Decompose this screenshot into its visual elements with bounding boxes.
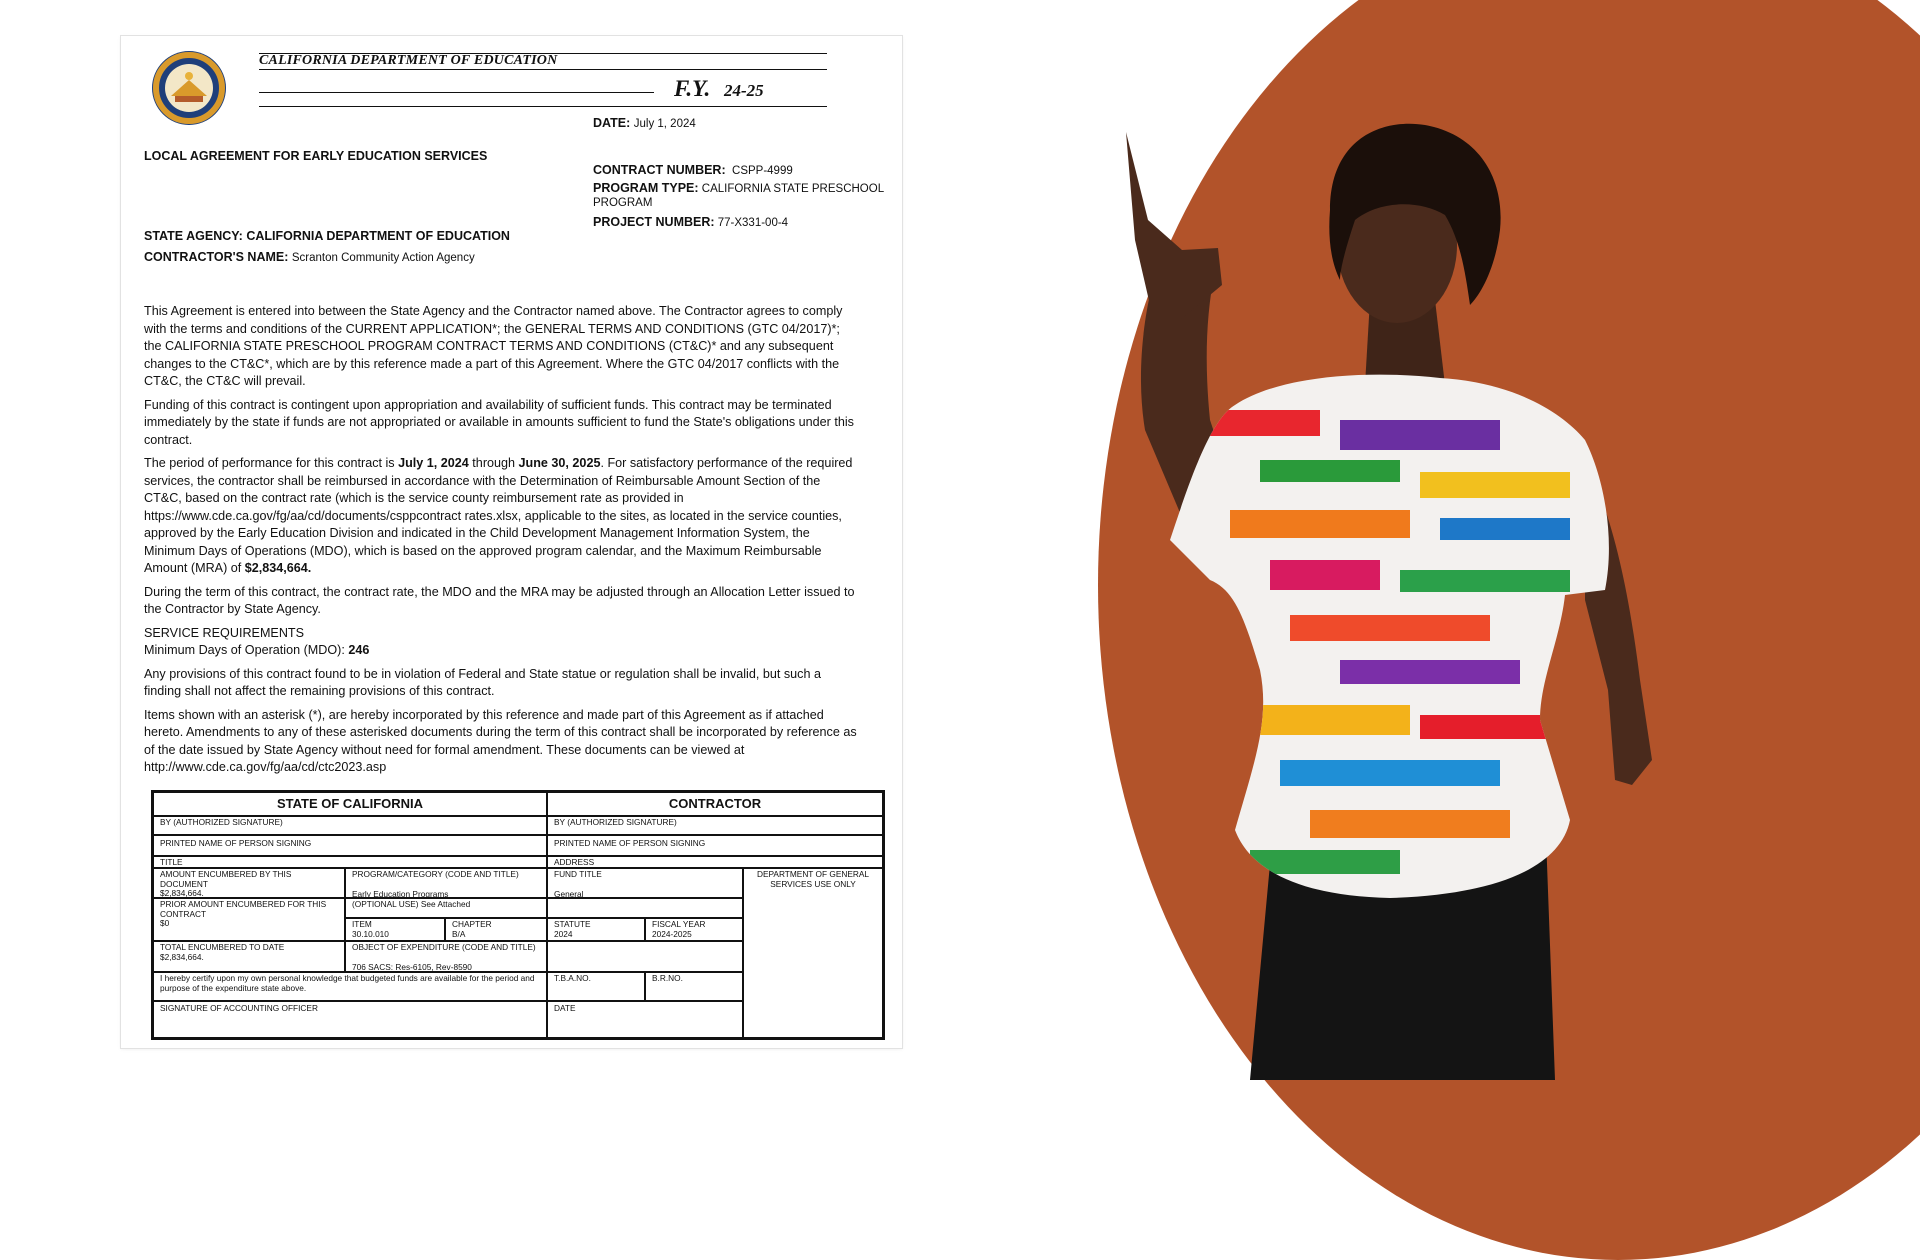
optional-use-cell: (OPTIONAL USE) See Attached	[352, 899, 471, 909]
item-value: 30.10.010	[352, 928, 389, 939]
header-rule-mid	[259, 92, 654, 93]
row-rule	[154, 834, 882, 836]
fund-title-value: General	[554, 888, 584, 899]
contractor-name-value: Scranton Community Action Agency	[291, 252, 475, 264]
contract-number-value: CSPP-4999	[732, 165, 793, 177]
amount-encumbered-value: $2,834,664.	[160, 888, 204, 898]
contract-document	[121, 36, 902, 1048]
program-type-value: CALIFORNIA STATE PRESCHOOL PROGRAM	[593, 183, 884, 209]
mdo-line: Minimum Days of Operation (MDO): 246	[144, 643, 370, 657]
column-rule	[546, 793, 548, 1037]
fiscal-year-table-value: 2024-2025	[652, 928, 692, 939]
amount-encumbered-cell: AMOUNT ENCUMBERED BY THIS DOCUMENT $2,834,664.	[154, 869, 344, 900]
project-number-line	[593, 215, 893, 230]
row-rule	[154, 1000, 744, 1002]
header-rule-under-title	[259, 69, 827, 70]
date-value: July 1, 2024	[633, 118, 696, 130]
title-field[interactable]: TITLE	[160, 857, 183, 867]
date-field[interactable]: DATE	[554, 1003, 576, 1013]
program-category-value: Early Education Programs	[352, 888, 449, 899]
date-label: DATE:	[593, 116, 631, 130]
mdo-value: 246	[348, 643, 370, 657]
object-of-expenditure-value: 706 SACS: Res-6105, Rev-8590	[352, 961, 472, 972]
state-agency-line: STATE AGENCY: CALIFORNIA DEPARTMENT OF EDUCATION	[144, 229, 510, 243]
dgs-use-only-cell: DEPARTMENT OF GENERAL SERVICES USE ONLY	[756, 869, 870, 889]
fiscal-year-value: 24-25	[724, 81, 764, 100]
california-department-of-education-seal-icon	[151, 50, 227, 126]
contract-info	[593, 163, 893, 230]
contract-number-line	[593, 163, 893, 178]
column-rule	[742, 867, 744, 1037]
body-paragraph-1: This Agreement is entered into between the State Agency and the Contractor named above. The Contractor agrees to comply with the terms and conditions of the CURRENT APPLICATION*; the GENERAL TERMS AND CONDITIONS (GTC 04/2017)*; the CALIFORNIA STATE PRESCHOOL PROGRAM CONTRACT TERMS AND CONDITIONS (CT&C)* and any subsequent changes to the CT&C*, which are by this reference made a part of this Agreement. Where the GTC 04/2017 conflicts with the CT&C, the CT&C will prevail.	[144, 304, 843, 388]
service-requirements-heading: SERVICE REQUIREMENTS	[144, 625, 305, 640]
total-encumbered-cell: TOTAL ENCUMBERED TO DATE $2,834,664.	[154, 942, 344, 963]
period-start: July 1, 2024	[398, 456, 469, 470]
date-line	[593, 116, 696, 130]
program-category-cell: PROGRAM/CATEGORY (CODE AND TITLE) Early Education Programs	[346, 869, 546, 900]
department-title: CALIFORNIA DEPARTMENT OF EDUCATION	[259, 53, 558, 68]
program-type-line	[593, 181, 893, 210]
contractor-name-line	[144, 250, 475, 264]
address-field[interactable]: ADDRESS	[554, 857, 595, 867]
state-printed-name-field[interactable]: PRINTED NAME OF PERSON SIGNING	[160, 838, 312, 848]
agreement-title: LOCAL AGREEMENT FOR EARLY EDUCATION SERVICES	[144, 149, 488, 163]
body-paragraph-3: The period of performance for this contract is July 1, 2024 through June 30, 2025. For satisfactory performance of the required services, the contractor shall be reimbursed in accordance with the Determination of Reimbursable Amount Section of the CT&C, based on the contract rate (which is the service county reimbursement rate as provided in https://www.cde.ca.gov/fg/aa/cd/documents/csppcontract rates.xlsx, applicable to the sites, as located in the service counties, approved by the Early Education Division and indicated in the Child Development Management Information System, the Minimum Days of Operations (MDO), which is based on the approved program calendar, and the Maximum Reimbursable Amount (MRA) of $2,834,664.	[144, 456, 853, 575]
contractor-header: CONTRACTOR	[668, 796, 762, 811]
fund-title-cell: FUND TITLE General	[548, 869, 742, 900]
state-of-california-header: STATE OF CALIFORNIA	[276, 796, 424, 811]
fiscal-year-label: F.Y.	[674, 76, 711, 101]
woman-pointing-up-photo	[1040, 120, 1700, 1080]
project-number-label: PROJECT NUMBER:	[593, 215, 715, 229]
body-paragraph-5: Any provisions of this contract found to be in violation of Federal and State statue or regulation shall be invalid, but such a finding shall not affect the remaining provisions of this contract.	[144, 666, 821, 698]
br-number-field[interactable]: B.R.NO.	[652, 973, 683, 983]
body-paragraph-4: During the term of this contract, the contract rate, the MDO and the MRA may be adjusted through an Allocation Letter issued to the Contractor by State Agency.	[144, 584, 855, 616]
signature-table	[151, 790, 885, 1040]
body-paragraph-2: Funding of this contract is contingent upon appropriation and availability of sufficient funds. This contract may be terminated immediately by the state if funds are not appropriated or available in amounts sufficient to fund the State's obligations under this contract.	[144, 397, 854, 447]
contractor-printed-name-field[interactable]: PRINTED NAME OF PERSON SIGNING	[554, 838, 706, 848]
body-paragraph-6: Items shown with an asterisk (*), are hereby incorporated by this reference and made part of this Agreement as if attached hereto. Amendments to any of these asterisked documents during the term of this contract shall be incorporated by reference as of the date issued by State Agency without need for formal amendment. These documents can be viewed at http://www.cde.ca.gov/fg/aa/cd/ctc2023.asp	[144, 707, 857, 774]
fiscal-year-cell: FISCAL YEAR 2024-2025	[646, 919, 742, 940]
chapter-cell: CHAPTER B/A	[446, 919, 546, 940]
item-cell: ITEM 30.10.010	[346, 919, 444, 940]
contractor-authorized-signature-field[interactable]: BY (AUTHORIZED SIGNATURE)	[554, 817, 677, 827]
project-number-value: 77-X331-00-4	[717, 217, 789, 229]
statute-cell: STATUTE 2024	[548, 919, 644, 940]
chapter-value: B/A	[452, 928, 466, 939]
agreement-body	[144, 303, 859, 783]
total-encumbered-value: $2,834,664.	[160, 951, 204, 962]
header-rule-bottom	[259, 106, 827, 107]
object-of-expenditure-cell: OBJECT OF EXPENDITURE (CODE AND TITLE) 706 SACS: Res-6105, Rev-8590	[346, 942, 742, 973]
program-type-label: PROGRAM TYPE:	[593, 181, 699, 195]
prior-amount-value: $0	[160, 918, 170, 928]
accounting-officer-signature-field[interactable]: SIGNATURE OF ACCOUNTING OFFICER	[160, 1003, 318, 1013]
prior-amount-cell: PRIOR AMOUNT ENCUMBERED FOR THIS CONTRACT $0	[154, 899, 344, 930]
state-authorized-signature-field[interactable]: BY (AUTHORIZED SIGNATURE)	[160, 817, 283, 827]
statute-value: 2024	[554, 928, 573, 939]
contract-number-label: CONTRACT NUMBER:	[593, 163, 726, 177]
period-end: June 30, 2025	[518, 456, 601, 470]
tba-number-field[interactable]: T.B.A.NO.	[554, 973, 591, 983]
mra-amount: $2,834,664.	[244, 561, 312, 575]
contractor-name-label: CONTRACTOR'S NAME:	[144, 250, 289, 264]
certification-text: I hereby certify upon my own personal knowledge that budgeted funds are available for the period and purpose of the expenditure state above.	[160, 973, 535, 993]
